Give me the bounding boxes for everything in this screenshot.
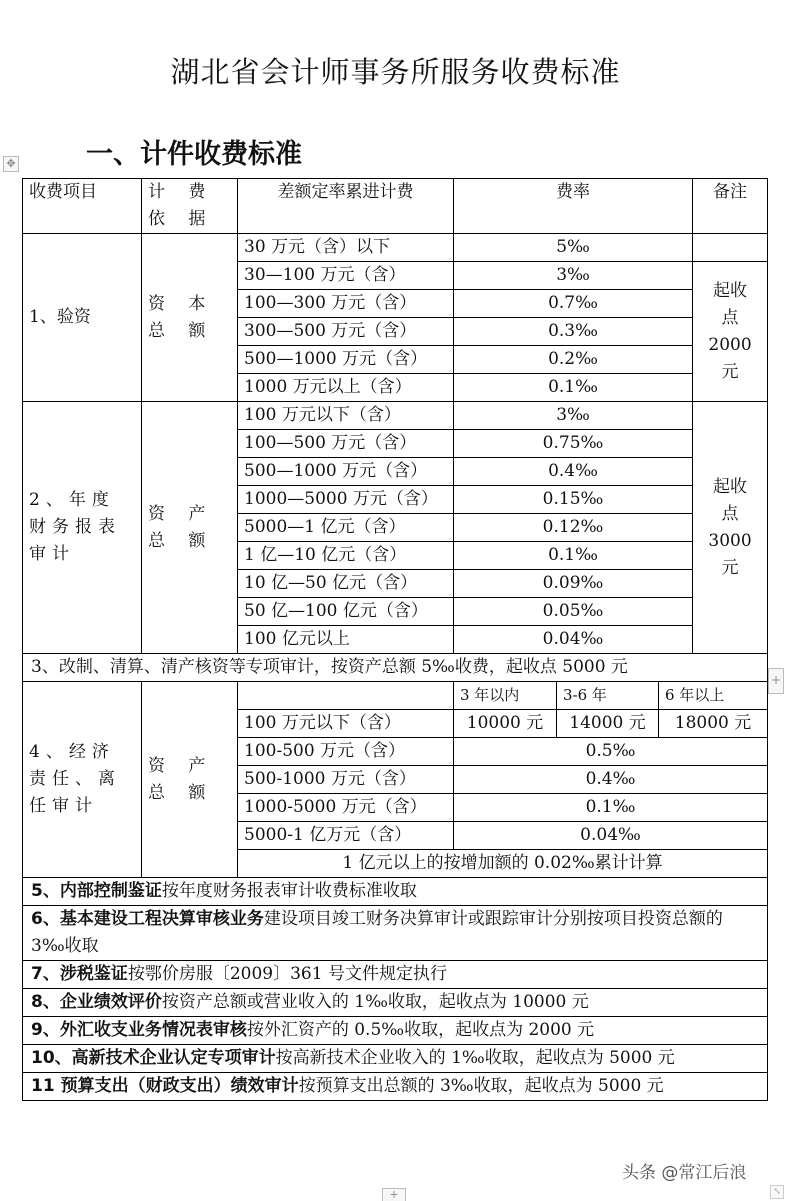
- item-text: 建设项目竣工财务决算审计或跟踪审计分别按项目投资总额的 3‰收取: [31, 909, 723, 956]
- value-cell: 10000 元: [454, 710, 557, 738]
- range-cell: 1000—5000 万元（含）: [238, 486, 454, 514]
- range-cell: 300—500 万元（含）: [238, 318, 454, 346]
- section-heading: 一、计件收费标准: [86, 139, 302, 170]
- table-move-handle-icon[interactable]: ✥: [3, 156, 19, 172]
- note-empty-cell: [693, 234, 768, 262]
- table-row: [23, 878, 768, 906]
- note-line: 起收: [713, 280, 748, 301]
- rate-cell: 0.12‰: [454, 514, 693, 542]
- rate-cell: 3‰: [454, 402, 693, 430]
- item-text: 按资产总额或营业收入的 1‰收取，起收点为 10000 元: [161, 992, 589, 1012]
- header-note: 备注: [693, 179, 768, 234]
- item-label: 5、内部控制鉴证: [31, 881, 162, 901]
- item-economic-responsibility: 4、经济责任、离任审计: [23, 682, 142, 878]
- rate-cell: 0.5‰: [454, 738, 768, 766]
- table-row: [23, 682, 768, 710]
- table-resize-icon[interactable]: ⤡: [770, 1185, 784, 1199]
- rate-cell: 0.04‰: [454, 822, 768, 850]
- rate-cell: 0.1‰: [454, 542, 693, 570]
- note-line: 2000: [708, 334, 752, 355]
- range-cell: 100—300 万元（含）: [238, 290, 454, 318]
- range-cell: 500—1000 万元（含）: [238, 346, 454, 374]
- value-cell: 18000 元: [659, 710, 768, 738]
- period-header: 3-6 年: [557, 682, 659, 710]
- note-line: 点: [721, 307, 739, 328]
- item-capital-verification: 1、验资: [23, 234, 142, 402]
- basis-assets: 资 产 总 额: [142, 402, 238, 654]
- range-cell: 1000-5000 万元（含）: [238, 794, 454, 822]
- other-item-row: [23, 1045, 768, 1073]
- item-text: 按预算支出总额的 3‰收取，起收点为 5000 元: [298, 1076, 664, 1096]
- table-row: [23, 1073, 768, 1101]
- other-item-row: [23, 878, 768, 906]
- item-label: 7、涉税鉴证: [31, 964, 128, 984]
- rate-cell: 0.4‰: [454, 458, 693, 486]
- rate-cell: 0.2‰: [454, 346, 693, 374]
- note-line: 元: [721, 361, 739, 382]
- table-row: [23, 402, 768, 430]
- rate-cell: 5‰: [454, 234, 693, 262]
- other-item-row: [23, 961, 768, 989]
- rate-cell: 0.1‰: [454, 794, 768, 822]
- empty-cell: [238, 682, 454, 710]
- add-column-icon[interactable]: +: [768, 668, 784, 694]
- table-row: [23, 654, 768, 682]
- range-cell: 100 万元以下（含）: [238, 710, 454, 738]
- other-item-row: [23, 1017, 768, 1045]
- note-min-fee-2000: [693, 262, 768, 402]
- item-label: 8、企业绩效评价: [31, 992, 162, 1012]
- rate-cell: 0.05‰: [454, 598, 693, 626]
- range-cell: 1 亿—10 亿元（含）: [238, 542, 454, 570]
- other-item-row: [23, 1073, 768, 1101]
- rate-cell: 0.75‰: [454, 430, 693, 458]
- range-cell: 50 亿—100 亿元（含）: [238, 598, 454, 626]
- table-row: [23, 961, 768, 989]
- item-label: 9、外汇收支业务情况表审核: [31, 1020, 247, 1040]
- rate-cell: 3‰: [454, 262, 693, 290]
- item-label: 6、基本建设工程决算审核业务: [31, 909, 264, 929]
- range-cell: 100-500 万元（含）: [238, 738, 454, 766]
- rate-cell: 0.4‰: [454, 766, 768, 794]
- rate-cell: 0.3‰: [454, 318, 693, 346]
- range-cell: 30—100 万元（含）: [238, 262, 454, 290]
- rate-cell: 0.09‰: [454, 570, 693, 598]
- rate-cell: 0.1‰: [454, 374, 693, 402]
- table-header-row: [23, 179, 768, 234]
- watermark: 头条 @常江后浪: [622, 1163, 747, 1183]
- header-basis: 计 费 依 据: [142, 179, 238, 234]
- note-line: 点: [721, 503, 739, 524]
- document-title: 湖北省会计师事务所服务收费标准: [170, 55, 621, 89]
- rate-cell: 0.15‰: [454, 486, 693, 514]
- header-progressive: 差额定率累进计费: [238, 179, 454, 234]
- range-cell: 5000—1 亿元（含）: [238, 514, 454, 542]
- other-item-row: [23, 989, 768, 1017]
- range-cell: 1000 万元以上（含）: [238, 374, 454, 402]
- item-text: 按年度财务报表审计收费标准收取: [161, 881, 417, 901]
- item-text: 按高新技术企业收入的 1‰收取，起收点为 5000 元: [275, 1048, 675, 1068]
- rate-cell: 0.04‰: [454, 626, 693, 654]
- item-text: 按外汇资产的 0.5‰收取，起收点为 2000 元: [246, 1020, 595, 1040]
- basis-capital: 资 本 总 额: [142, 234, 238, 402]
- footer-cell: 1 亿元以上的按增加额的 0.02‰累计计算: [238, 850, 768, 878]
- note-line: 3000: [708, 530, 752, 551]
- add-row-icon[interactable]: +: [382, 1188, 406, 1201]
- table-row: [23, 906, 768, 961]
- range-cell: 30 万元（含）以下: [238, 234, 454, 262]
- other-item-row: [23, 906, 768, 961]
- table-row: [23, 989, 768, 1017]
- range-cell: 5000-1 亿万元（含）: [238, 822, 454, 850]
- item-label: 11 预算支出（财政支出）绩效审计: [31, 1076, 299, 1096]
- item-text: 按鄂价房服〔2009〕361 号文件规定执行: [127, 964, 447, 984]
- header-item: 收费项目: [23, 179, 142, 234]
- rate-cell: 0.7‰: [454, 290, 693, 318]
- range-cell: 500-1000 万元（含）: [238, 766, 454, 794]
- range-cell: 500—1000 万元（含）: [238, 458, 454, 486]
- period-header: 3 年以内: [454, 682, 557, 710]
- note-line: 起收: [713, 476, 748, 497]
- period-header: 6 年以上: [659, 682, 768, 710]
- special-audit-row: 3、改制、清算、清产核资等专项审计，按资产总额 5‰收费，起收点 5000 元: [23, 654, 768, 682]
- range-cell: 100 万元以下（含）: [238, 402, 454, 430]
- table-row: [23, 1045, 768, 1073]
- item-annual-audit: 2、年度财务报表审计: [23, 402, 142, 654]
- fee-standard-table: [22, 178, 768, 1101]
- value-cell: 14000 元: [557, 710, 659, 738]
- note-line: 元: [721, 557, 739, 578]
- range-cell: 100—500 万元（含）: [238, 430, 454, 458]
- header-rate: 费率: [454, 179, 693, 234]
- range-cell: 10 亿—50 亿元（含）: [238, 570, 454, 598]
- basis-assets: 资 产 总 额: [142, 682, 238, 878]
- range-cell: 100 亿元以上: [238, 626, 454, 654]
- table-row: [23, 1017, 768, 1045]
- item-label: 10、高新技术企业认定专项审计: [31, 1048, 276, 1068]
- table-row: [23, 234, 768, 262]
- note-min-fee-3000: [693, 402, 768, 654]
